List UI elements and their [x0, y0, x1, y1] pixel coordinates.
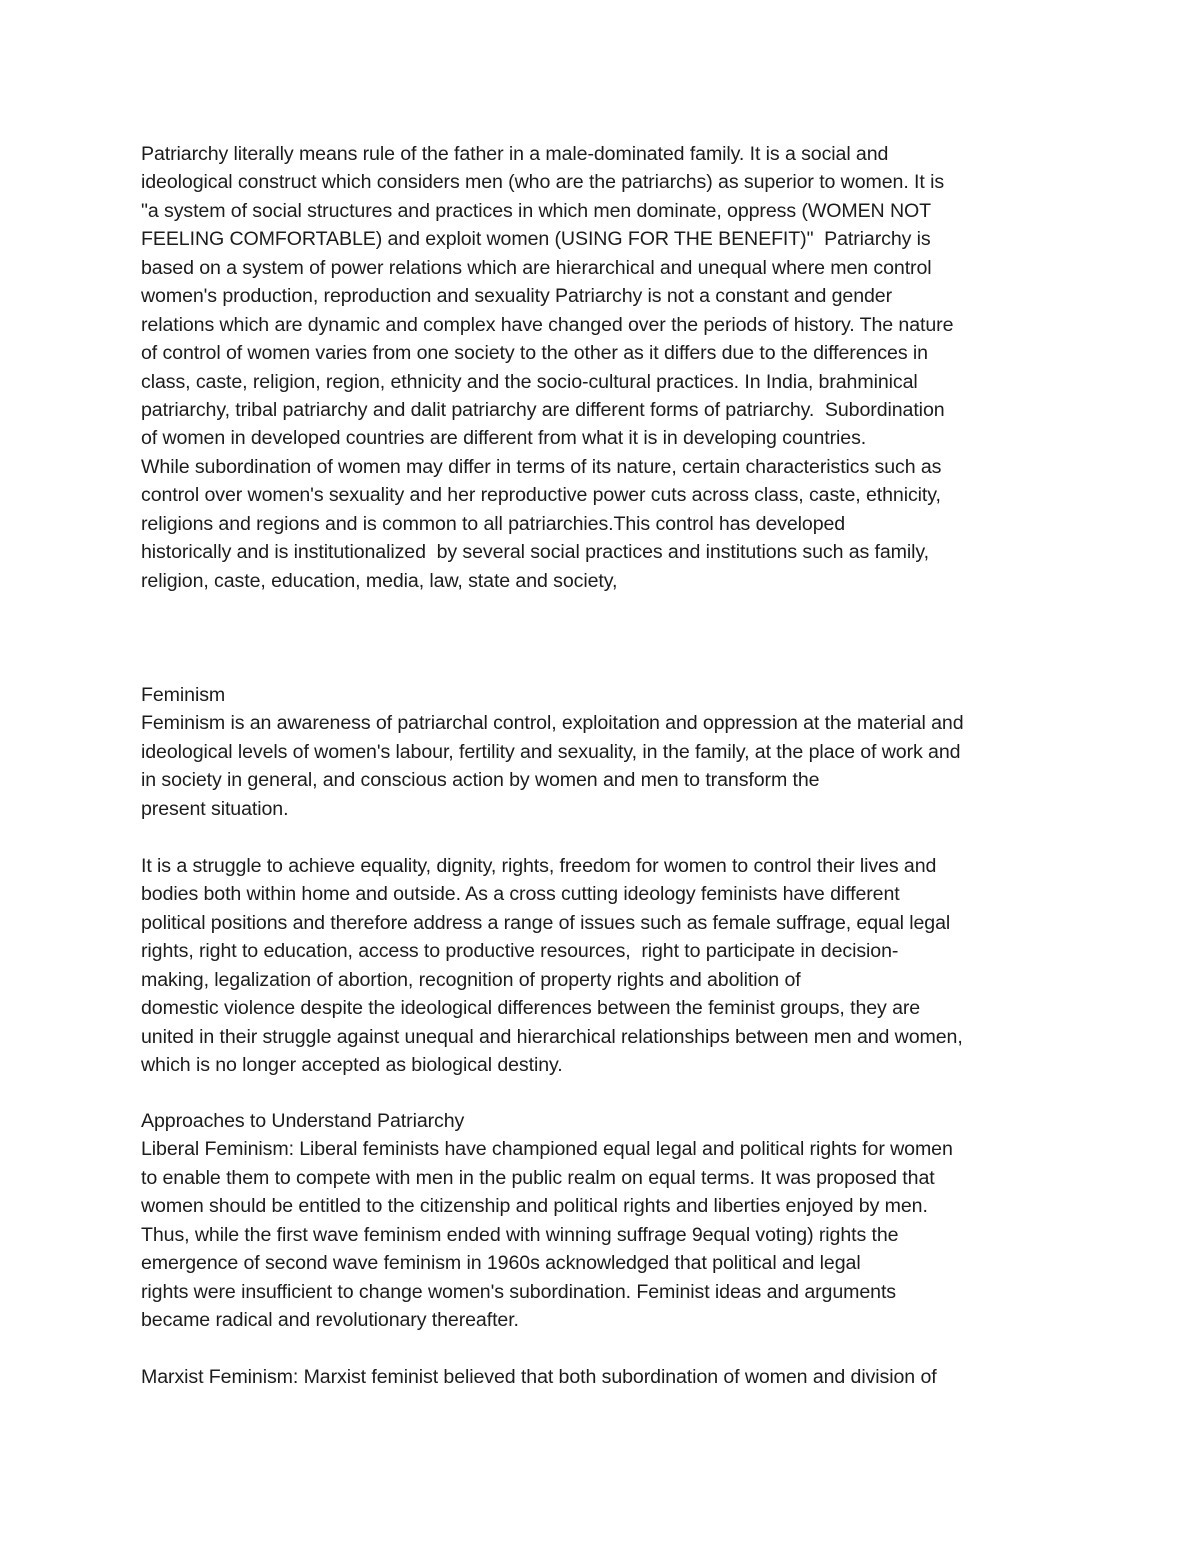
text-line: Patriarchy literally means rule of the father in a male-dominated family. It is a social and — [141, 143, 889, 165]
feminism-heading: Feminism — [141, 684, 226, 706]
text-line: class, caste, religion, region, ethnicity and the socio-cultural practices. In India, brahminical — [141, 370, 918, 393]
text-line: Feminism is an awareness of patriarchal control, exploitation and oppression at the material and — [141, 712, 964, 735]
text-line: present situation. — [141, 797, 289, 820]
text-line: rights were insufficient to change women's subordination. Feminist ideas and arguments — [141, 1280, 896, 1303]
text-line: women should be entitled to the citizenship and political rights and liberties enjoyed by men. — [141, 1195, 928, 1218]
text-line: domestic violence despite the ideological differences between the feminist groups, they are — [141, 997, 921, 1020]
text-line: of control of women varies from one society to the other as it differs due to the differences in — [141, 342, 928, 365]
text-line: emergence of second wave feminism in 1960s acknowledged that political and legal — [141, 1252, 861, 1275]
text-line: religions and regions and is common to all patriarchies.This control has developed — [141, 512, 846, 535]
text-line: historically and is institutionalized by several social practices and institutions such as family, — [141, 541, 930, 564]
text-line: "a system of social structures and practices in which men dominate, oppress (WOMEN NOT — [141, 199, 931, 222]
text-line: ideological levels of women's labour, fertility and sexuality, in the family, at the place of work and — [141, 740, 961, 763]
text-line: of women in developed countries are different from what it is in developing countries. — [141, 427, 867, 450]
text-line: FEELING COMFORTABLE) and exploit women (USING FOR THE BENEFIT)" Patriarchy is — [141, 228, 931, 251]
text-line: became radical and revolutionary thereafter. — [141, 1309, 519, 1332]
text-line: control over women's sexuality and her reproductive power cuts across class, caste, ethnicity, — [141, 484, 941, 507]
text-line: patriarchy, tribal patriarchy and dalit patriarchy are different forms of patriarchy. Subordination — [141, 398, 945, 421]
text-line: based on a system of power relations which are hierarchical and unequal where men control — [141, 256, 932, 279]
text-line: bodies both within home and outside. As a cross cutting ideology feminists have different — [141, 883, 900, 906]
text-line: united in their struggle against unequal and hierarchical relationships between men and women, — [141, 1025, 963, 1048]
text-line: Thus, while the first wave feminism ended with winning suffrage 9equal voting) rights the — [141, 1223, 899, 1246]
text-line: political positions and therefore address a range of issues such as female suffrage, equal legal — [141, 911, 951, 934]
text-line: in society in general, and conscious action by women and men to transform the — [141, 769, 820, 792]
text-line: Liberal Feminism: Liberal feminists have championed equal legal and political rights for women — [141, 1138, 953, 1161]
text-line: which is no longer accepted as biological destiny. — [141, 1054, 563, 1077]
marxist-paragraph — [141, 1363, 1071, 1391]
text-line: While subordination of women may differ in terms of its nature, certain characteristics such as — [141, 455, 942, 478]
text-line: Marxist Feminism: Marxist feminist believed that both subordination of women and division of — [141, 1366, 937, 1388]
patriarchy-paragraph — [141, 140, 1071, 595]
text-line: relations which are dynamic and complex have changed over the periods of history. The nature — [141, 313, 954, 336]
text-line: to enable them to compete with men in the public realm on equal terms. It was proposed that — [141, 1166, 935, 1189]
feminism-section — [141, 681, 1071, 823]
text-line: religion, caste, education, media, law, state and society, — [141, 569, 618, 592]
approaches-section — [141, 1107, 1071, 1335]
text-line: making, legalization of abortion, recognition of property rights and abolition of — [141, 968, 801, 991]
text-line: rights, right to education, access to productive resources, right to participate in decision- — [141, 940, 899, 963]
text-line: women's production, reproduction and sexuality Patriarchy is not a constant and gender — [141, 285, 893, 308]
text-line: It is a struggle to achieve equality, dignity, rights, freedom for women to control their lives and — [141, 855, 937, 877]
struggle-paragraph — [141, 852, 1071, 1080]
text-line: ideological construct which considers men (who are the patriarchs) as superior to women. It is — [141, 171, 945, 194]
approaches-heading: Approaches to Understand Patriarchy — [141, 1110, 465, 1132]
